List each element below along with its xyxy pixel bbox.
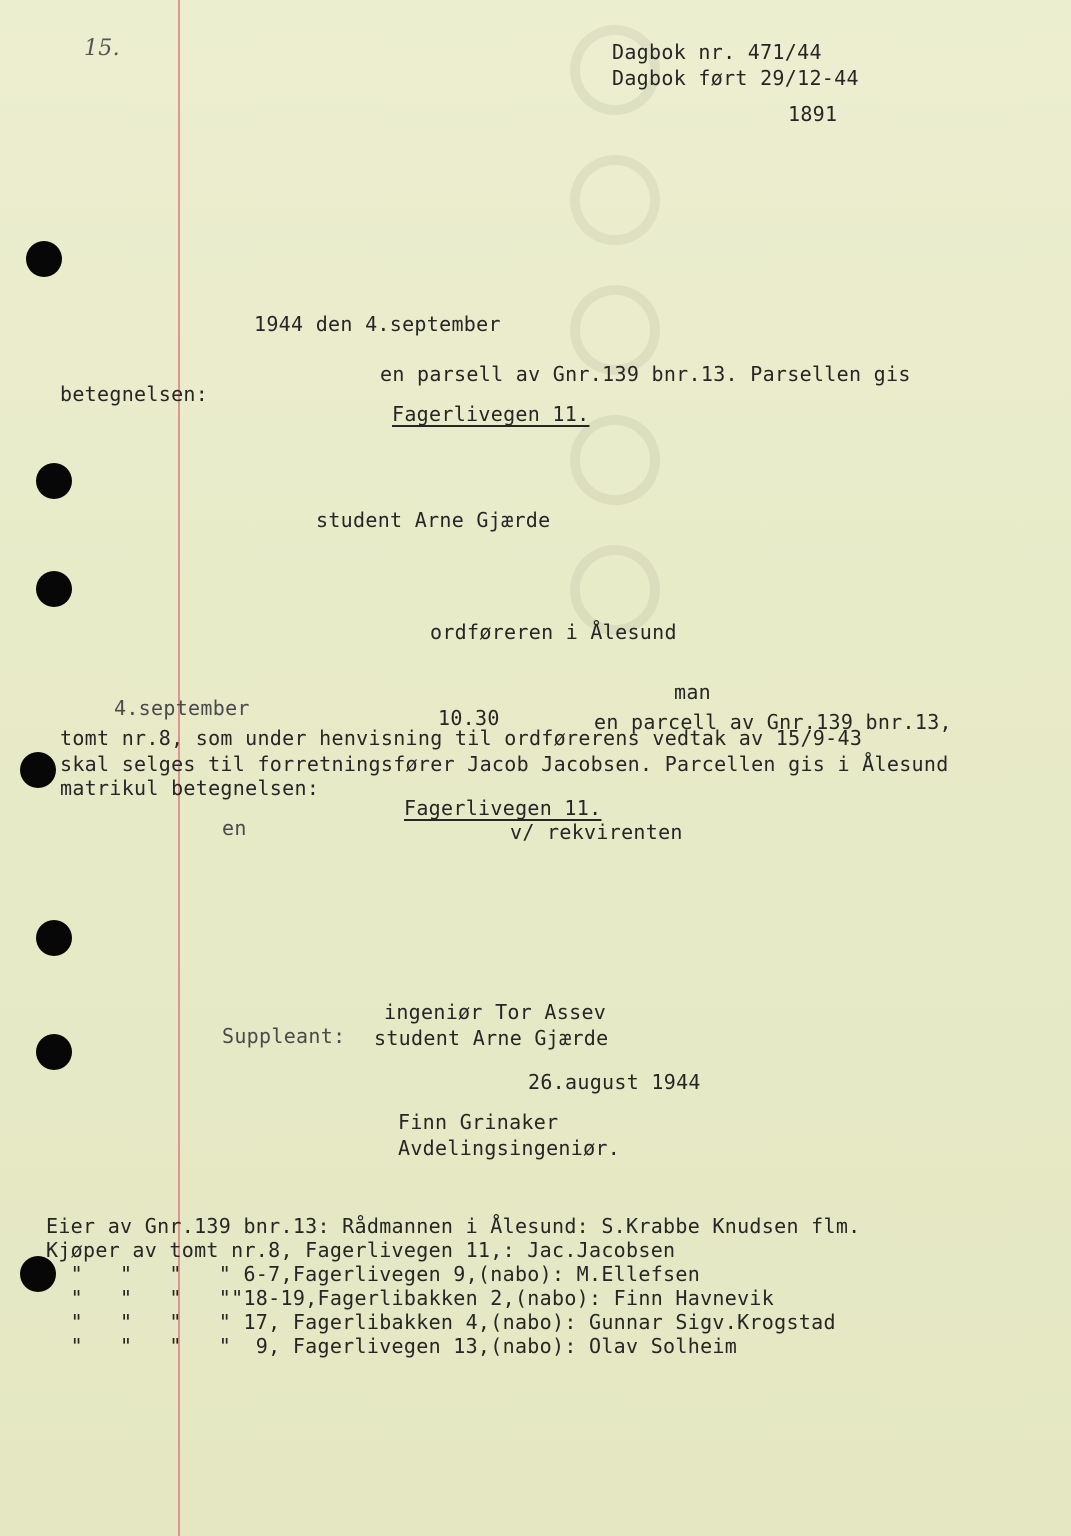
parties-line: " " " " 17, Fagerlibakken 4,(nabo): Gunnar Sigv.Krogstad bbox=[46, 1310, 836, 1334]
body-line: Suppleant: bbox=[222, 1024, 346, 1048]
body-line: tomt nr.8, som under henvisning til ordførerens vedtak av 15/9-43 bbox=[60, 726, 863, 750]
punch-hole bbox=[36, 920, 72, 956]
punch-hole bbox=[26, 241, 62, 277]
punch-hole bbox=[36, 463, 72, 499]
page-number: 15. bbox=[84, 36, 120, 61]
signature-date: 26.august 1944 bbox=[528, 1070, 701, 1094]
folio-number: 1891 bbox=[788, 102, 838, 126]
body-line: ordføreren i Ålesund bbox=[430, 620, 677, 644]
address-line: Fagerlivegen 11. bbox=[404, 796, 602, 820]
parties-line: " " " ""18-19,Fagerlibakken 2,(nabo): Finn Havnevik bbox=[46, 1286, 775, 1310]
body-line: 4.september bbox=[114, 696, 250, 720]
body-line: ingeniør Tor Assev bbox=[384, 1000, 607, 1024]
body-line: en parcell av Gnr.139 bnr.13, bbox=[594, 710, 952, 734]
body-line: skal selges til forretningsfører Jacob Jacobsen. Parcellen gis i Ålesund bbox=[60, 752, 949, 776]
body-line: v/ rekvirenten bbox=[510, 820, 683, 844]
body-line: betegnelsen: bbox=[60, 382, 209, 406]
address-line: Fagerlivegen 11. bbox=[392, 402, 590, 426]
parties-line: " " " " 9, Fagerlivegen 13,(nabo): Olav Solheim bbox=[46, 1334, 738, 1358]
parties-line: " " " " 6-7,Fagerlivegen 9,(nabo): M.Ellefsen bbox=[46, 1262, 701, 1286]
journal-number: Dagbok nr. 471/44 bbox=[612, 40, 822, 64]
body-date-line: 1944 den 4.september bbox=[254, 312, 501, 336]
body-line: en bbox=[222, 816, 247, 840]
signatory-name: Finn Grinaker bbox=[398, 1110, 559, 1134]
signatory-title: Avdelingsingeniør. bbox=[398, 1136, 621, 1160]
punch-hole bbox=[36, 571, 72, 607]
body-line: 10.30 bbox=[438, 706, 500, 730]
body-line: student Arne Gjærde bbox=[316, 508, 551, 532]
journal-date: Dagbok ført 29/12-44 bbox=[612, 66, 859, 90]
parties-line: Eier av Gnr.139 bnr.13: Rådmannen i Ålesund: S.Krabbe Knudsen flm. bbox=[46, 1214, 861, 1238]
body-line: matrikul betegnelsen: bbox=[60, 776, 320, 800]
body-line: man bbox=[674, 680, 712, 704]
body-line: en parsell av Gnr.139 bnr.13. Parsellen gis bbox=[380, 362, 911, 386]
punch-hole bbox=[36, 1034, 72, 1070]
body-line: student Arne Gjærde bbox=[374, 1026, 609, 1050]
punch-hole bbox=[20, 752, 56, 788]
parties-line: Kjøper av tomt nr.8, Fagerlivegen 11,: Jac.Jacobsen bbox=[46, 1238, 676, 1262]
